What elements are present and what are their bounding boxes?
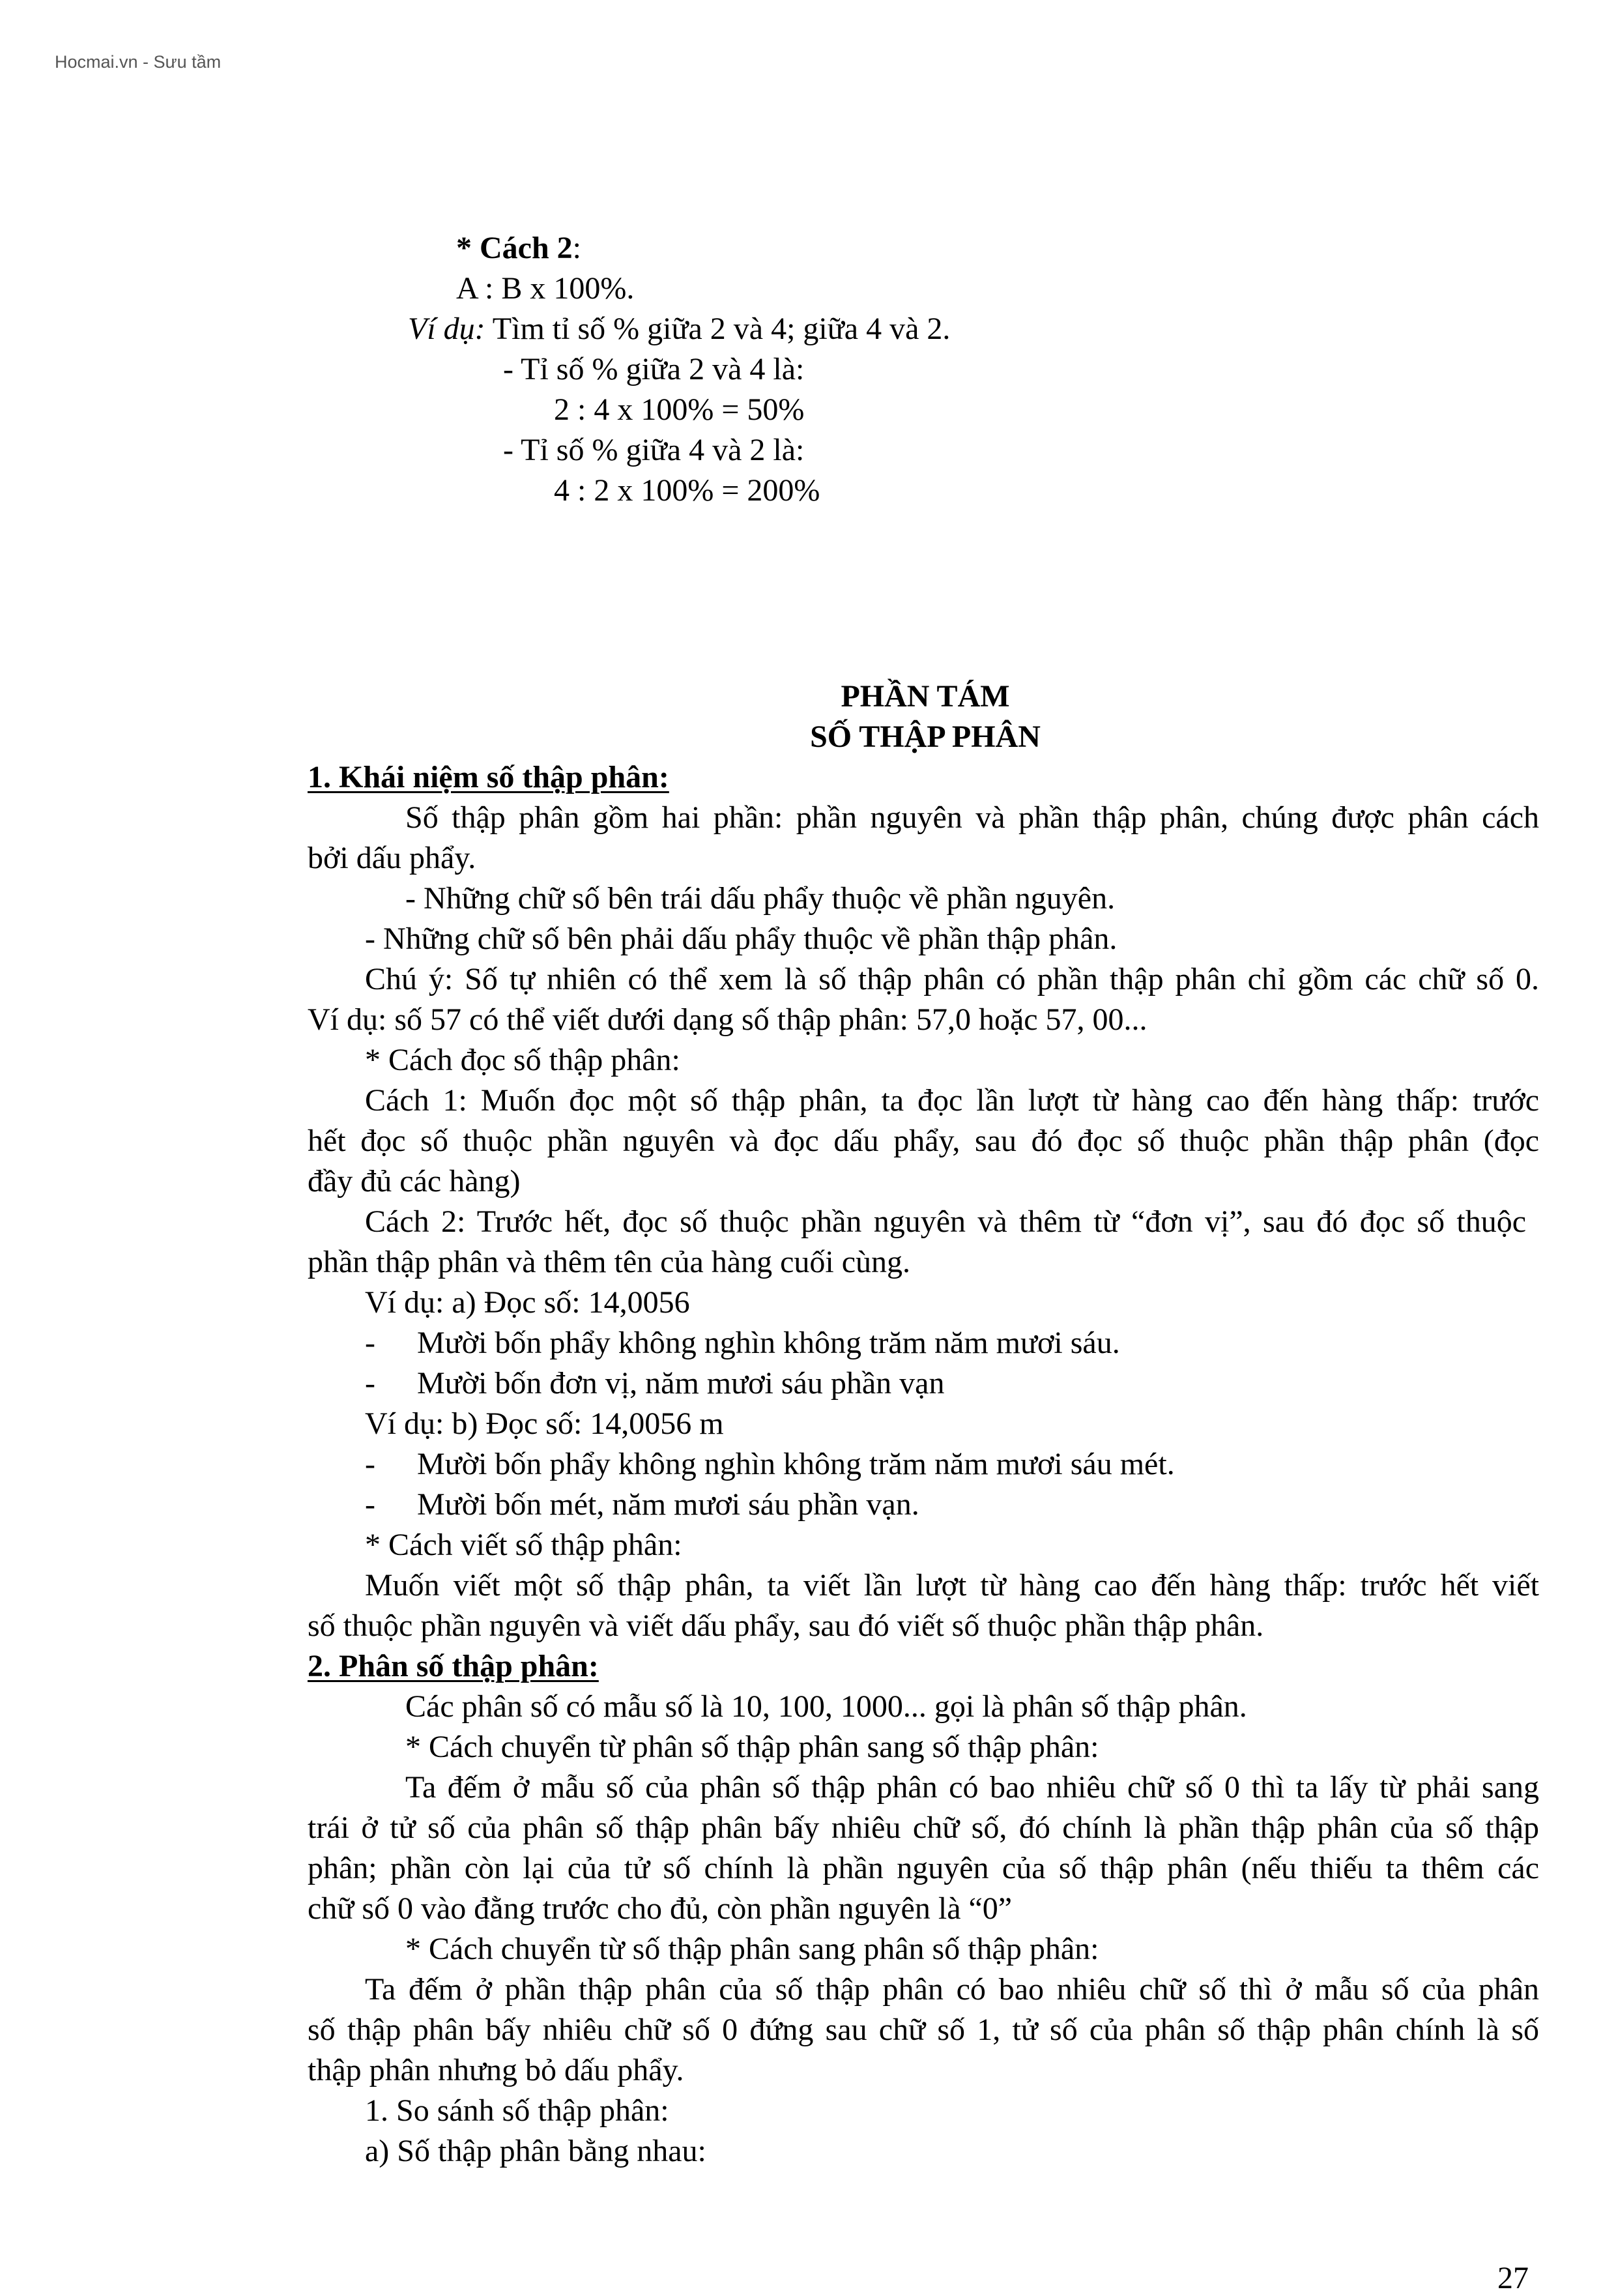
heading-decimal-fraction: 2. Phân số thập phân:: [308, 1649, 599, 1683]
paragraph-line: phần thập phân và thêm tên của hàng cuối cùng.: [308, 1245, 911, 1279]
paragraph-line: Ta đếm ở phần thập phân của số thập phân có bao nhiêu chữ số thì ở mẫu số của phân: [365, 1972, 1539, 2007]
list-item: - Mười bốn phẩy không nghìn không trăm năm mươi sáu.: [365, 1326, 1120, 1360]
paragraph-line: Ví dụ: số 57 có thể viết dưới dạng số thập phân: 57,0 hoặc 57, 00...: [308, 1002, 1147, 1037]
equal-decimals-heading: a) Số thập phân bằng nhau:: [365, 2134, 706, 2168]
paragraph-line: - Những chữ số bên phải dấu phẩy thuộc về phần thập phân.: [365, 922, 1118, 956]
paragraph-line: bởi dấu phẩy.: [308, 841, 476, 875]
heading-decimal-concept: 1. Khái niệm số thập phân:: [308, 760, 669, 794]
writing-method-title: * Cách viết số thập phân:: [365, 1528, 682, 1562]
section-subtitle: SỐ THẬP PHÂN: [810, 719, 1041, 754]
reading-method-title: * Cách đọc số thập phân:: [365, 1043, 680, 1077]
example-line: Ví dụ: Tìm tỉ số % giữa 2 và 4; giữa 4 và 2.: [408, 312, 951, 346]
list-item: - Mười bốn phẩy không nghìn không trăm năm mươi sáu mét.: [365, 1447, 1175, 1481]
paragraph-line: chữ số 0 vào đằng trước cho đủ, còn phần nguyên là “0”: [308, 1891, 1013, 1926]
paragraph-line: - Những chữ số bên trái dấu phẩy thuộc về phần nguyên.: [405, 881, 1116, 916]
compare-heading: 1. So sánh số thập phân:: [365, 2093, 669, 2128]
ratio-2-4-calc: 2 : 4 x 100% = 50%: [554, 392, 805, 427]
method-2-heading: * Cách 2:: [456, 231, 582, 265]
section-title: PHẦN TÁM: [841, 679, 1010, 714]
paragraph-line: trái ở tử số của phân số thập phân bấy nhiêu chữ số, đó chính là phần thập phân của số thập: [308, 1810, 1539, 1845]
formula-line: A : B x 100%.: [456, 271, 635, 306]
paragraph-line: thập phân nhưng bỏ dấu phẩy.: [308, 2053, 684, 2087]
source-watermark: Hocmai.vn - Sưu tầm: [55, 52, 222, 72]
ratio-4-2-calc: 4 : 2 x 100% = 200%: [554, 473, 820, 508]
paragraph-line: Muốn viết một số thập phân, ta viết lần lượt từ hàng cao đến hàng thấp: trước hết viết: [365, 1568, 1539, 1603]
paragraph-line: hết đọc số thuộc phần nguyên và đọc dấu phẩy, sau đó đọc số thuộc phần thập phân (đọc: [308, 1124, 1539, 1158]
example-b: Ví dụ: b) Đọc số: 14,0056 m: [365, 1406, 724, 1441]
paragraph-line: đầy đủ các hàng): [308, 1164, 521, 1199]
paragraph-line: Ta đếm ở mẫu số của phân số thập phân có bao nhiêu chữ số 0 thì ta lấy từ phải sang: [405, 1770, 1539, 1805]
paragraph-line: Các phân số có mẫu số là 10, 100, 1000... gọi là phân số thập phân.: [405, 1689, 1247, 1724]
paragraph-line: Cách 1: Muốn đọc một số thập phân, ta đọc lần lượt từ hàng cao đến hàng thấp: trước: [365, 1083, 1539, 1118]
paragraph-line: số thập phân bấy nhiêu chữ số 0 đứng sau chữ số 1, tử số của phân số thập phân chính là số: [308, 2013, 1539, 2047]
list-item: - Mười bốn đơn vị, năm mươi sáu phần vạn: [365, 1366, 945, 1401]
conversion-title: * Cách chuyển từ số thập phân sang phân số thập phân:: [405, 1932, 1099, 1966]
page-number: 27: [1497, 2261, 1529, 2295]
paragraph-line: Cách 2: Trước hết, đọc số thuộc phần nguyên và thêm từ “đơn vị”, sau đó đọc số thuộc: [365, 1204, 1526, 1239]
paragraph-line: Chú ý: Số tự nhiên có thể xem là số thập phân có phần thập phân chỉ gồm các chữ số 0.: [365, 962, 1539, 996]
paragraph-line: phân; phần còn lại của tử số chính là phần nguyên của số thập phân (nếu thiếu ta thêm các: [308, 1851, 1539, 1885]
paragraph-line: Số thập phân gồm hai phần: phần nguyên và phần thập phân, chúng được phân cách: [405, 800, 1539, 835]
paragraph-line: số thuộc phần nguyên và viết dấu phẩy, sau đó viết số thuộc phần thập phân.: [308, 1608, 1264, 1643]
conversion-title: * Cách chuyển từ phân số thập phân sang số thập phân:: [405, 1730, 1099, 1764]
example-a: Ví dụ: a) Đọc số: 14,0056: [365, 1285, 690, 1320]
ratio-2-4-label: - Tỉ số % giữa 2 và 4 là:: [503, 352, 805, 386]
ratio-4-2-label: - Tỉ số % giữa 4 và 2 là:: [503, 433, 805, 467]
list-item: - Mười bốn mét, năm mươi sáu phần vạn.: [365, 1487, 919, 1522]
